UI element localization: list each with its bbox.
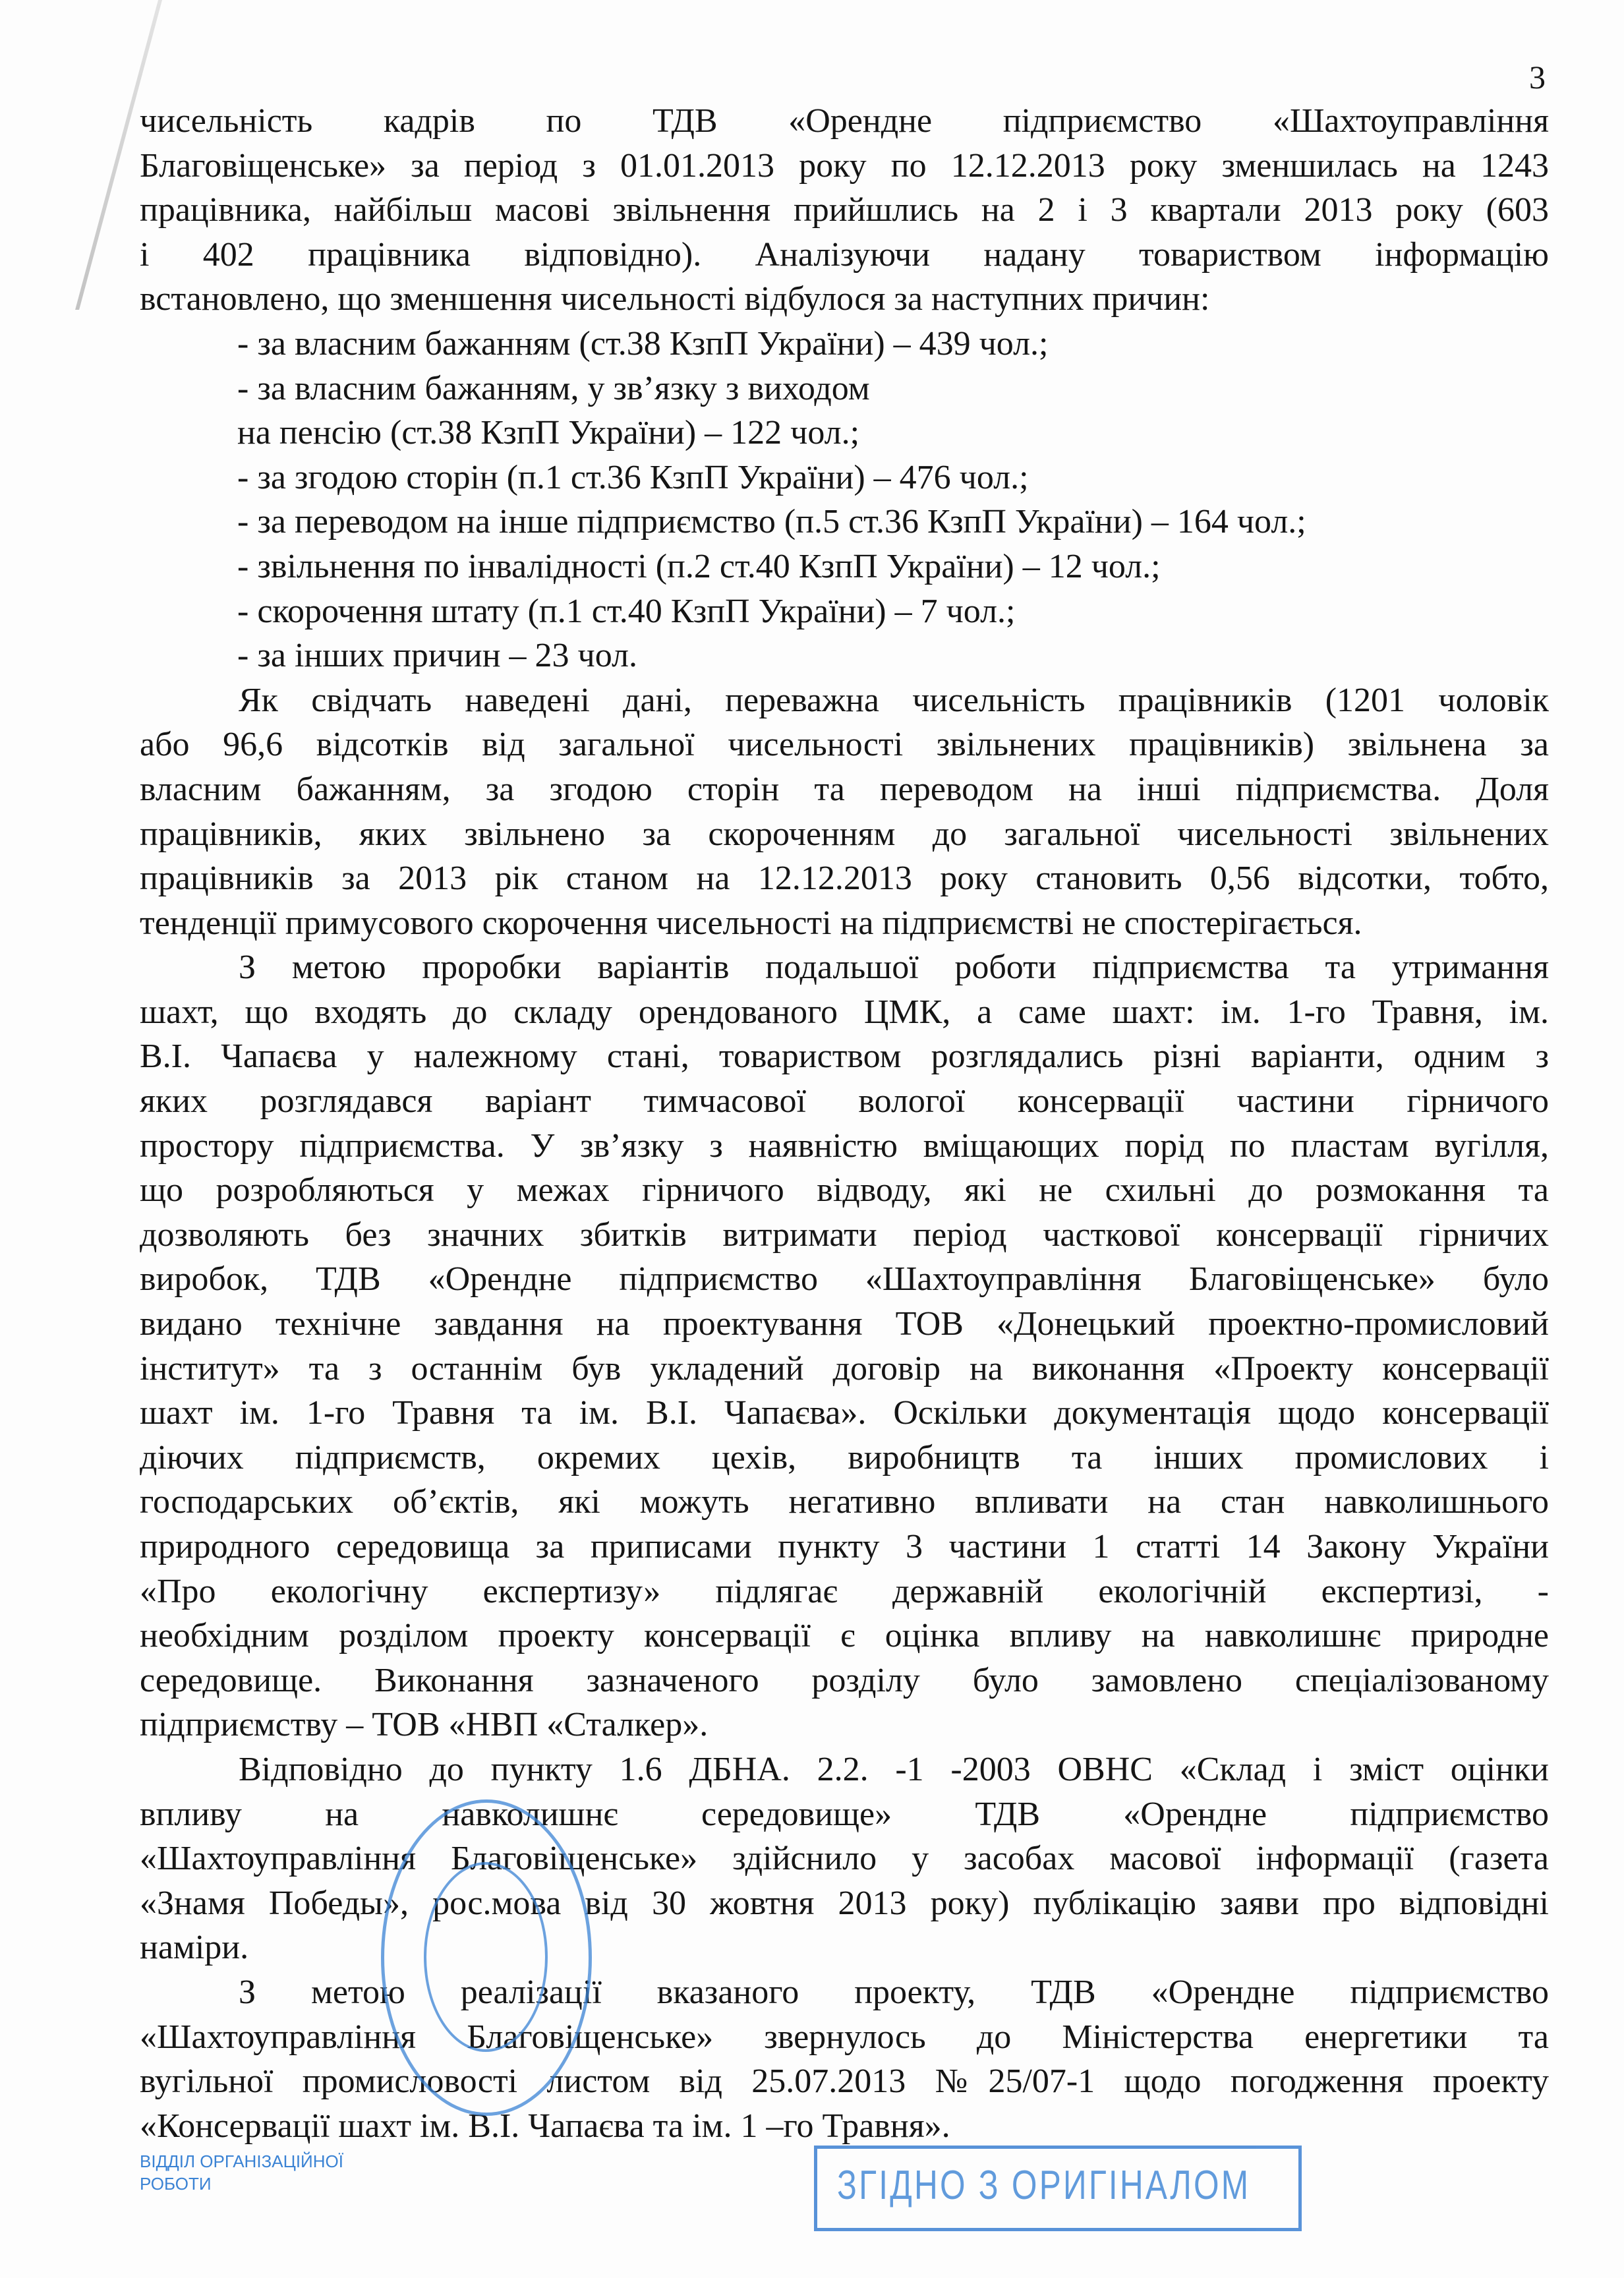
text-line: «Знамя Победы», рос.мова від 30 жовтня 2013 року) публікацію заяви про відповідні bbox=[140, 1884, 1549, 1922]
text-line: чисельність кадрів по ТДВ «Орендне підприємство «Шахтоуправління bbox=[140, 102, 1549, 140]
text-line: Відповідно до пункту 1.6 ДБНА. 2.2. -1 -2003 ОВНС «Склад і зміст оцінки bbox=[239, 1750, 1549, 1788]
text-line: наміри. bbox=[140, 1929, 249, 1967]
text-line: «Шахтоуправління Благовіщенське» звернулось до Міністерства енергетики та bbox=[140, 2018, 1549, 2056]
text-line: середовище. Виконання зазначеного розділу було замовлено спеціалізованому bbox=[140, 1661, 1549, 1699]
text-line: впливу на навколишнє середовище» ТДВ «Орендне підприємство bbox=[140, 1795, 1549, 1833]
text-line: працівника, найбільш масові звільнення прийшлись на 2 і 3 квартали 2013 року (603 bbox=[140, 191, 1549, 229]
text-line: шахт, що входять до складу орендованого ЦМК, а саме шахт: ім. 1-го Травня, ім. bbox=[140, 993, 1549, 1031]
text-line: Благовіщенське» за період з 01.01.2013 року по 12.12.2013 року зменшилась на 1243 bbox=[140, 146, 1549, 185]
text-line: видано технічне завдання на проектування ТОВ «Донецький проектно-промисловий bbox=[140, 1305, 1549, 1343]
text-line: простору підприємства. У зв’язку з наявністю вміщающих порід по пластам вугілля, bbox=[140, 1126, 1549, 1165]
text-line: і 402 працівника відповідно). Аналізуючи надану товариством інформацію bbox=[140, 235, 1549, 274]
text-line: вугільної промисловості листом від 25.07.2013 №25/07-1 щодо погодження проекту bbox=[140, 2062, 1549, 2101]
text-line: «Про екологічну експертизу» підлягає державній екологічній експертизі, - bbox=[140, 1572, 1549, 1610]
text-line: необхідним розділом проекту консервації є оцінка впливу на навколишнє природне bbox=[140, 1617, 1549, 1655]
text-line: природного середовища за приписами пункту 3 частини 1 статті 14 Закону України bbox=[140, 1528, 1549, 1565]
text-line: виробок, ТДВ «Орендне підприємство «Шахтоуправління Благовіщенське» було bbox=[140, 1260, 1549, 1299]
round-seal-stamp bbox=[381, 1799, 592, 2116]
text-line: дозволяють без значних збитків витримати період часткової консервації гірничих bbox=[140, 1215, 1549, 1254]
seal-center-text: ВІДДІЛ ОРГАНІЗАЦІЙНОЇ РОБОТИ bbox=[140, 2151, 343, 2194]
document-body bbox=[140, 99, 1549, 2148]
text-line: - за власним бажанням (ст.38 КзпП України) – 439 чол.; bbox=[237, 324, 1049, 363]
text-line: - за інших причин – 23 чол. bbox=[237, 637, 637, 675]
certified-copy-stamp bbox=[814, 2146, 1302, 2231]
page-number: 3 bbox=[1529, 59, 1546, 96]
text-line: господарських об’єктів, які можуть негативно впливати на стан навколишнього bbox=[140, 1483, 1549, 1521]
text-line: тенденції примусового скорочення чисельності на підприємстві не спостерігається. bbox=[140, 904, 1362, 942]
text-line: на пенсію (ст.38 КзпП України) – 122 чол.; bbox=[237, 414, 860, 452]
text-line: яких розглядався варіант тимчасової вологої консервації частини гірничого bbox=[140, 1082, 1549, 1121]
seal-inner-ring bbox=[424, 1862, 548, 2052]
text-line: «Консервації шахт ім. В.І. Чапаєва та ім. 1 –го Травня». bbox=[140, 2107, 950, 2145]
text-line: працівників за 2013 рік станом на 12.12.2013 року становить 0,56 відсотки, тобто, bbox=[140, 860, 1549, 898]
text-line: - звільнення по інвалідності (п.2 ст.40 КзпП України) – 12 чол.; bbox=[237, 547, 1161, 585]
text-line: - за переводом на інше підприємство (п.5 ст.36 КзпП України) – 164 чол.; bbox=[237, 503, 1306, 541]
text-line: підприємству – ТОВ «НВП «Сталкер». bbox=[140, 1706, 709, 1744]
text-line: Як свідчать наведені дані, переважна чисельність працівників (1201 чоловік bbox=[239, 681, 1549, 719]
text-line: - скорочення штату (п.1 ст.40 КзпП України) – 7 чол.; bbox=[237, 592, 1016, 630]
text-line: З метою проробки варіантів подальшої роботи підприємства та утримання bbox=[239, 949, 1549, 987]
text-line: інститут» та з останнім був укладений договір на виконання «Проекту консервації bbox=[140, 1349, 1549, 1387]
certified-copy-stamp-text: ЗГІДНО З ОРИГІНАЛОМ bbox=[837, 2163, 1251, 2208]
text-line: - за згодою сторін (п.1 ст.36 КзпП України) – 476 чол.; bbox=[237, 458, 1029, 496]
text-line: працівників, яких звільнено за скороченням до загальної чисельності звільнених bbox=[140, 815, 1549, 853]
text-line: - за власним бажанням, у зв’язку з виходом bbox=[237, 369, 870, 407]
text-line: З метою реалізації вказаного проекту, ТДВ «Орендне підприємство bbox=[239, 1973, 1549, 2011]
text-line: В.І. Чапаєва у належному стані, товариством розглядались різні варіанти, одним з bbox=[140, 1037, 1549, 1076]
text-line: що розробляються у межах гірничого відводу, які не схильні до розмокання та bbox=[140, 1171, 1549, 1210]
text-line: діючих підприємств, окремих цехів, виробництв та інших промислових і bbox=[140, 1438, 1549, 1476]
text-line: «Шахтоуправління Благовіщенське» здійснило у засобах масової інформації (газета bbox=[140, 1840, 1549, 1878]
text-line: шахт ім. 1-го Травня та ім. В.І. Чапаєва». Оскільки документація щодо консервації bbox=[140, 1394, 1549, 1432]
text-line: встановлено, що зменшення чисельності відбулося за наступних причин: bbox=[140, 280, 1210, 318]
text-line: власним бажанням, за згодою сторін та переводом на інші підприємства. Доля bbox=[140, 770, 1549, 808]
text-line: або 96,6 відсотків від загальної чисельності звільнених працівників) звільнена за bbox=[140, 726, 1549, 764]
